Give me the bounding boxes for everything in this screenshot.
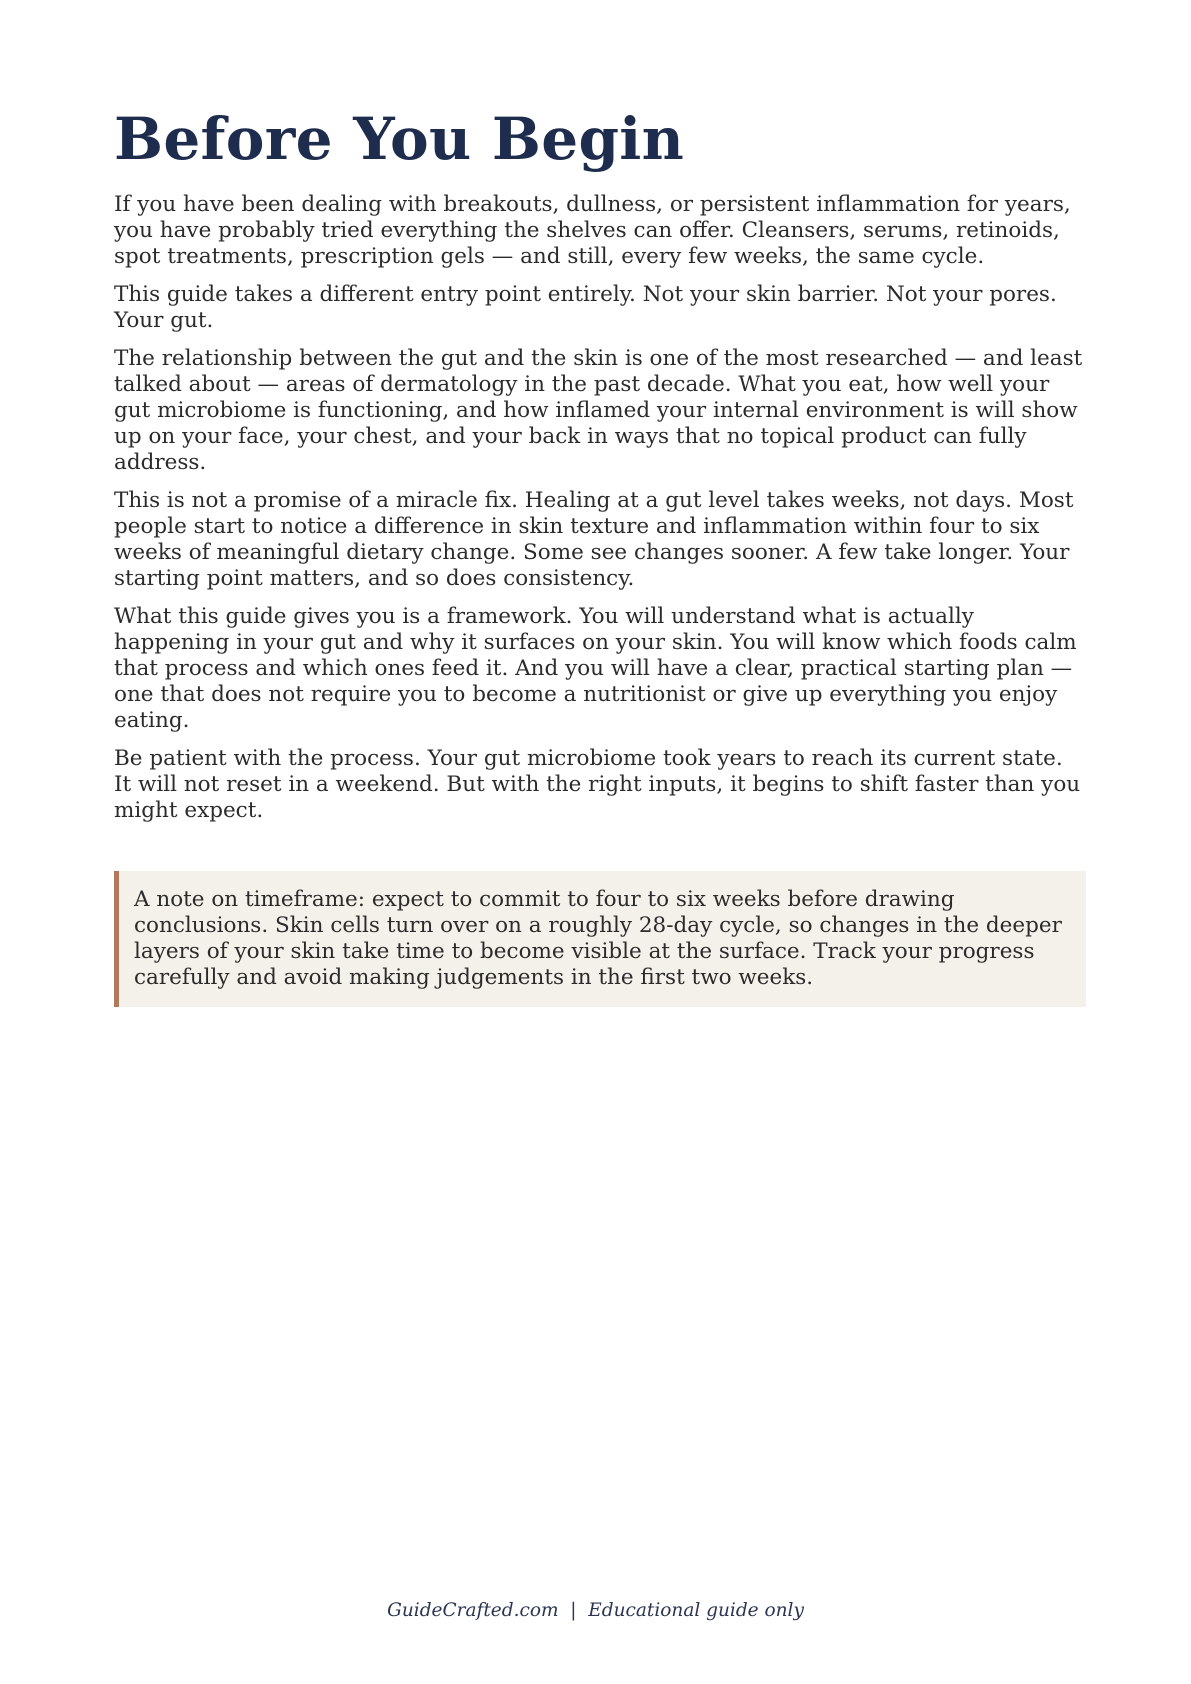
expectations-paragraph: This is not a promise of a miracle fix. Healing at a gut level takes weeks, not days. Most people start to notice a difference in skin texture and inflammation within four to six weeks of meaningful dietary change. Some see changes sooner. A few take longer. Your starting point matters, and so does consistency. — [114, 487, 1074, 591]
timeframe-note-text: A note on timeframe: expect to commit to four to six weeks before drawing conclusions. Skin cells turn over on a roughly 28-day cycle, so changes in the deeper layers of your skin take time to become visible at the surface. Track your progress carefully and avoid making judgements in the first two weeks. — [134, 886, 1062, 990]
patience-paragraph: Be patient with the process. Your gut microbiome took years to reach its current state. It will not reset in a weekend. But with the right inputs, it begins to shift faster than you might expect. — [114, 745, 1081, 823]
page-footer — [0, 1600, 1191, 1621]
gut-skin-paragraph: The relationship between the gut and the skin is one of the most researched — and least talked about — areas of dermatology in the past decade. What you eat, how well your gut microbiome is functioning, and how inflamed your internal environment is will show up on your face, your chest, and your back in ways that no topical product can fully address. — [114, 345, 1083, 475]
intro-paragraph: If you have been dealing with breakouts, dullness, or persistent inflammation for years, you have probably tried everything the shelves can offer. Cleansers, serums, retinoids, spot treatments, prescription gels — and still, every few weeks, the same cycle. — [114, 191, 1071, 269]
timeframe-note-callout — [114, 871, 1086, 1007]
footer-text: GuideCrafted.com | Educational guide only — [387, 1600, 804, 1621]
page-title: Before You Begin — [114, 105, 685, 173]
entry-point-paragraph: This guide takes a different entry point entirely. Not your skin barrier. Not your pores. Your gut. — [114, 281, 1057, 333]
framework-paragraph: What this guide gives you is a framework. You will understand what is actually happening in your gut and why it surfaces on your skin. You will know which foods calm that process and which ones feed it. And you will have a clear, practical starting plan — one that does not require you to become a nutritionist or give up everything you enjoy eating. — [114, 603, 1077, 733]
page-content — [114, 105, 1086, 1007]
